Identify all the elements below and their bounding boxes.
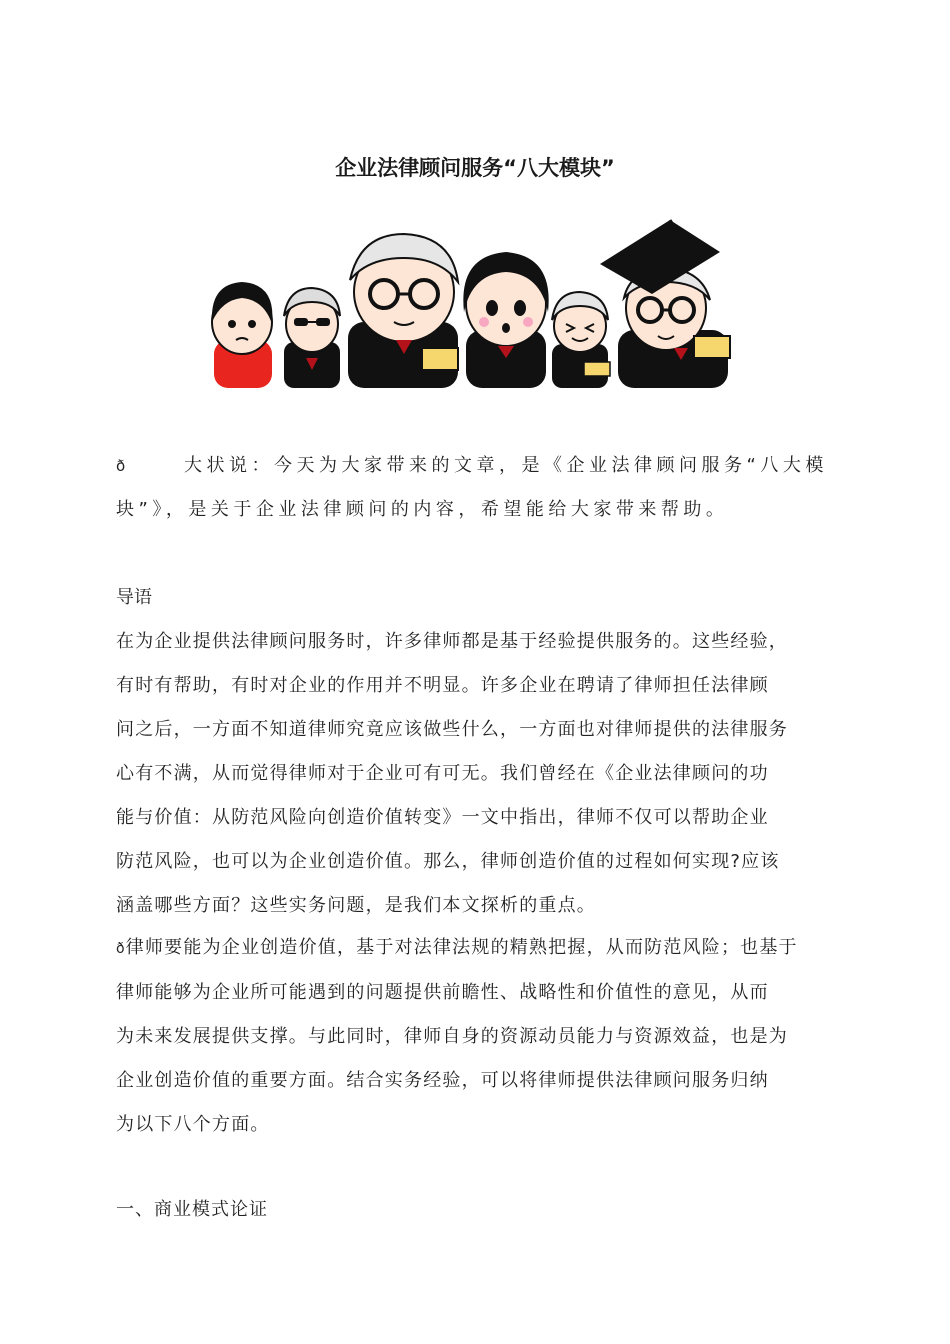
cartoon-judge-glasses: [348, 234, 458, 388]
intro-line: ð 大状说：今天为大家带来的文章，是《企业法律顾问服务“八大模: [116, 444, 842, 488]
cartoon-girl-red: [212, 282, 273, 388]
guide-heading: 导语: [116, 587, 152, 608]
body-line: 能与价值：从防范风险向创造价值转变》一文中指出，律师不仅可以帮助企业: [116, 807, 769, 828]
body-line: 为以下八个方面。: [116, 1114, 270, 1135]
body-line: 企业创造价值的重要方面。结合实务经验，可以将律师提供法律顾问服务归纳: [116, 1070, 769, 1091]
document-title: 企业法律顾问服务“八大模块”: [335, 156, 615, 180]
cartoon-graduate-lawyer: [600, 220, 730, 388]
cartoon-lawyers-icon: [200, 212, 740, 392]
body-line: 有时有帮助，有时对企业的作用并不明显。许多企业在聘请了律师担任法律顾: [116, 675, 769, 696]
body-line: 心有不满，从而觉得律师对于企业可有可无。我们曾经在《企业法律顾问的功: [116, 763, 769, 784]
intro-paragraph: [116, 444, 842, 532]
body-line: 律师能够为企业所可能遇到的问题提供前瞻性、战略性和价值性的意见，从而: [116, 982, 769, 1003]
body-line: ð律师要能为企业创造价值，基于对法律法规的精熟把握，从而防范风险；也基于: [116, 937, 798, 958]
cartoon-judge-laughing: [552, 292, 610, 388]
bullet-marker: ð: [116, 457, 126, 475]
body-line: 防范风险，也可以为企业创造价值。那么，律师创造价值的过程如何实现?应该: [116, 851, 780, 872]
body-line: 涵盖哪些方面？这些实务问题，是我们本文探析的重点。: [116, 895, 596, 916]
body-line: 问之后，一方面不知道律师究竟应该做些什么，一方面也对律师提供的法律服务: [116, 719, 788, 740]
bullet-marker: ð: [116, 941, 126, 957]
cartoon-woman-lawyer: [463, 252, 548, 388]
section-heading-1: 一、商业模式论证: [116, 1199, 268, 1220]
intro-line: 块”》，是关于企业法律顾问的内容，希望能给大家带来帮助。: [116, 499, 729, 520]
body-line: 在为企业提供法律顾问服务时，许多律师都是基于经验提供服务的。这些经验，: [116, 631, 788, 652]
body-line: 为未来发展提供支撑。与此同时，律师自身的资源动员能力与资源效益，也是为: [116, 1026, 788, 1047]
cartoon-judge-sunglasses: [284, 288, 340, 388]
body-paragraph-2: [116, 926, 842, 1147]
body-paragraph-1: [116, 620, 842, 928]
